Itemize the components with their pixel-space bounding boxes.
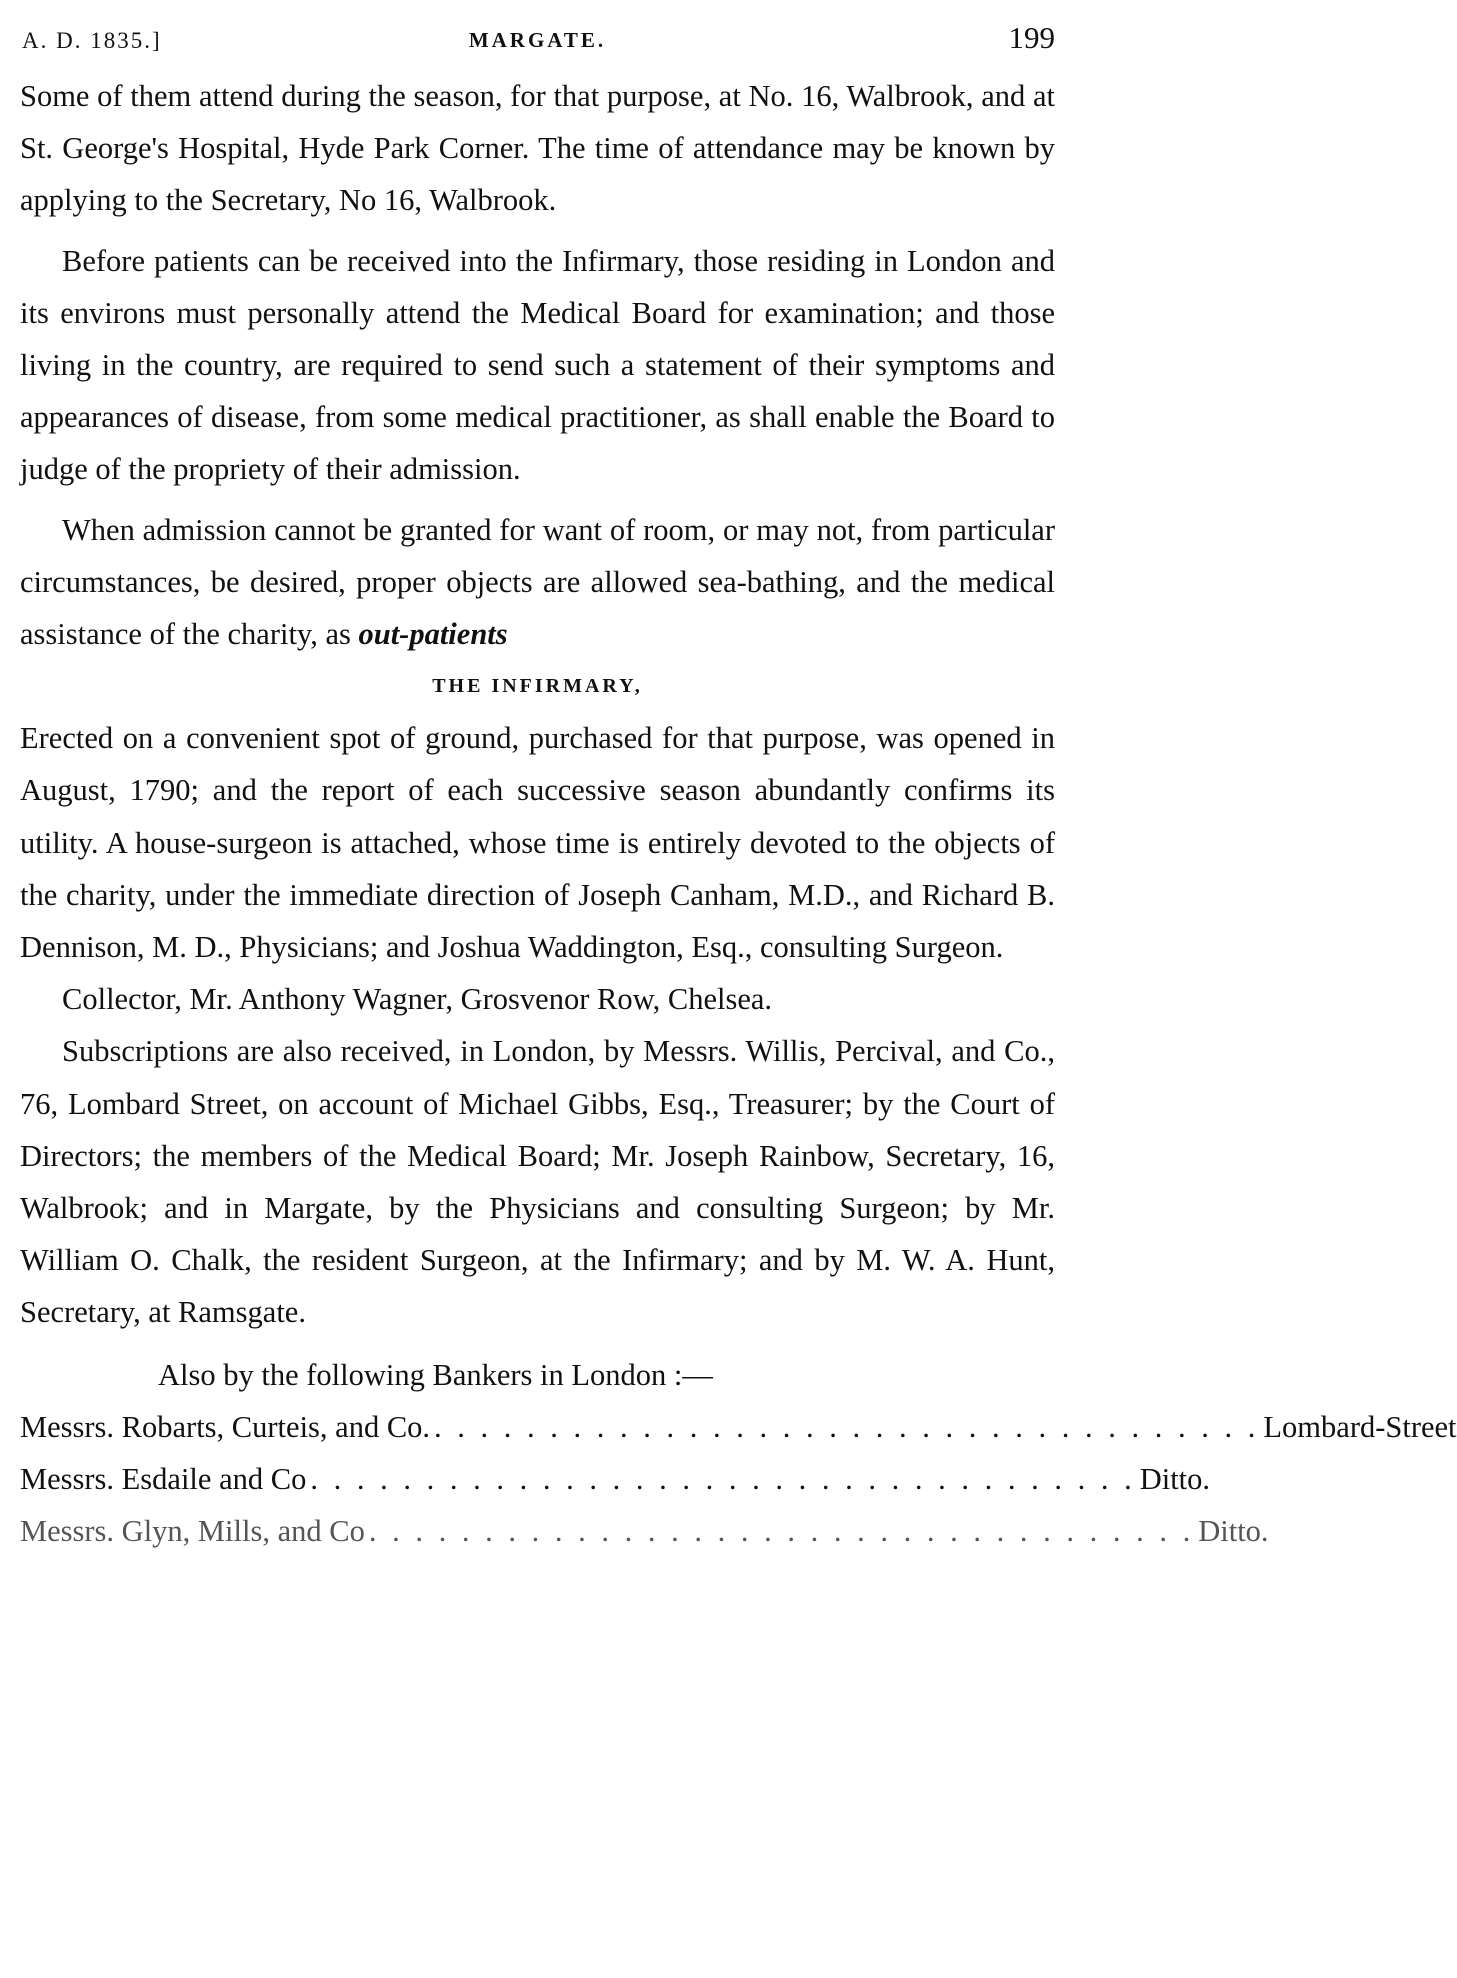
banker-place: Lombard-Street — [1263, 1409, 1457, 1444]
banker-place: Ditto. — [1198, 1514, 1269, 1549]
banker-name: Messrs. Robarts, Curteis, and Co. — [20, 1409, 431, 1444]
paragraph-out-patients-text: When admission cannot be granted for want of room, or may not, from particular circumstances, be desired, proper objects are allowed sea-bathing, and the medical assistance of the charity, as — [20, 512, 1055, 652]
banker-row — [20, 1401, 1457, 1453]
out-patients-emphasis: out-patients — [358, 617, 508, 652]
section-heading: THE INFIRMARY, — [432, 675, 643, 698]
paragraph-out-patients — [20, 504, 1055, 661]
banker-row — [20, 1453, 1211, 1505]
header-title: MARGATE. — [468, 28, 607, 52]
dot-leader: . . . . . . . . . . . . . . . . . . . . . . . . . . . . . . . . . . . . — [310, 1462, 1136, 1497]
banker-name: Messrs. Glyn, Mills, and Co — [20, 1514, 365, 1549]
banker-name: Messrs. Esdaile and Co — [20, 1462, 307, 1497]
header-date: A. D. 1835.] — [22, 28, 162, 53]
banker-row — [20, 1505, 1269, 1557]
bankers-intro: Also by the following Bankers in London :— — [158, 1357, 713, 1392]
page-number: 199 — [1008, 20, 1055, 55]
dot-leader: . . . . . . . . . . . . . . . . . . . . . . . . . . . . . . . . . . . . — [434, 1409, 1260, 1444]
paragraph-attendance: Some of them attend during the season, for that purpose, at No. 16, Walbrook, and at St. George's Hospital, Hyde Park Corner. The time of attendance may be known by applying to the Secretary, No 16, Walbrook. — [20, 79, 1055, 218]
paragraph-infirmary: Erected on a convenient spot of ground, purchased for that purpose, was opened in August, 1790; and the report of each successive season abundantly confirms its utility. A house-surgeon is attached, whose time is entirely devoted to the objects of the charity, under the immediate direction of Joseph Canham, M.D., and Richard B. Dennison, M. D., Physicians; and Joshua Waddington, Esq., consulting Surgeon. — [20, 721, 1055, 965]
running-header — [20, 18, 1055, 56]
paragraph-admission-requirements: Before patients can be received into the Infirmary, those residing in London and its environs must personally attend the Medical Board for examination; and those living in the country, are required to send such a statement of their symptoms and appearances of disease, from some medical practitioner, as shall enable the Board to judge of the propriety of their admission. — [20, 243, 1055, 487]
dot-leader: . . . . . . . . . . . . . . . . . . . . . . . . . . . . . . . . . . . . — [368, 1514, 1195, 1549]
bankers-list — [20, 1401, 1457, 1558]
banker-place: Ditto. — [1139, 1462, 1211, 1497]
paragraph-collector: Collector, Mr. Anthony Wagner, Grosvenor Row, Chelsea. — [62, 982, 773, 1017]
paragraph-subscriptions: Subscriptions are also received, in London, by Messrs. Willis, Percival, and Co., 76, Lombard Street, on account of Michael Gibbs, Esq., Treasurer; by the Court of Directors; the members of the Medical Board; Mr. Joseph Rainbow, Secretary, 16, Walbrook; and in Margate, by the Physicians and consulting Surgeon; by Mr. William O. Chalk, the resident Surgeon, at the Infirmary; and by M. W. A. Hunt, Secretary, at Ramsgate. — [20, 1034, 1055, 1330]
